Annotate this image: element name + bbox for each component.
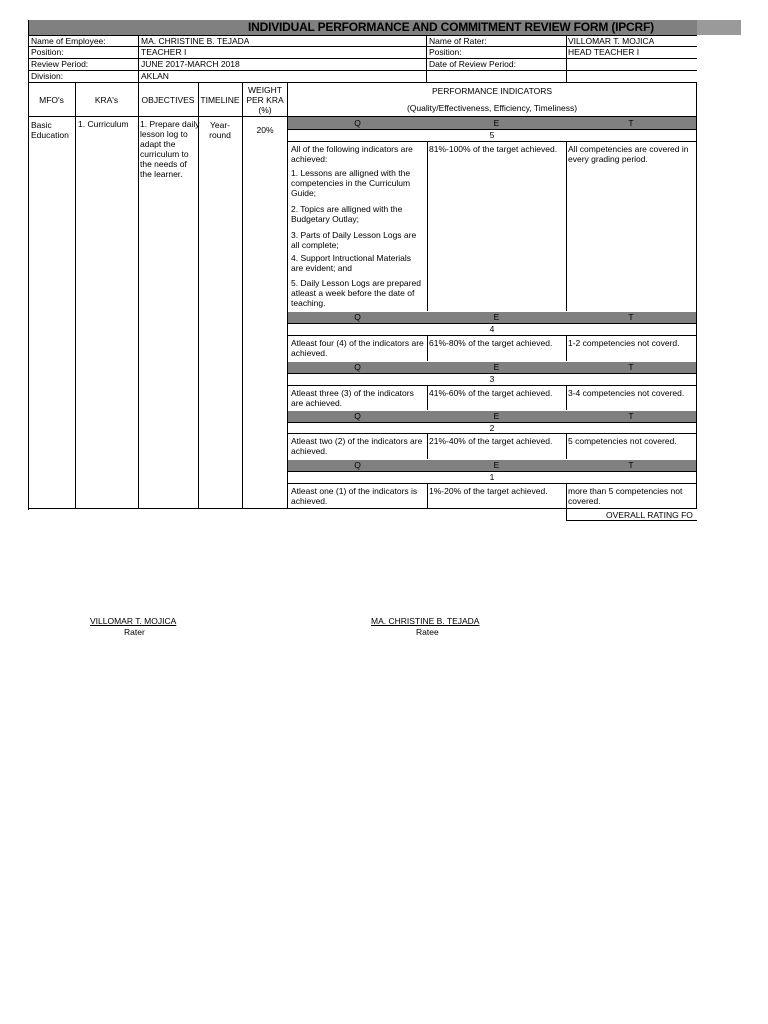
rater-name-value: VILLOMAR T. MOJICA xyxy=(568,36,655,46)
e-3: 41%-60% of the target achieved. xyxy=(429,388,553,398)
col-kras: KRA's xyxy=(94,95,119,105)
rating-4: 4 xyxy=(489,324,495,334)
t-label: T xyxy=(628,312,634,322)
t-5: All competencies are covered in every grading period. xyxy=(568,144,689,164)
q-label: Q xyxy=(354,411,361,421)
q-label: Q xyxy=(354,362,361,372)
division-label: Division: xyxy=(31,71,64,81)
review-period-value: JUNE 2017-MARCH 2018 xyxy=(141,59,240,69)
rater-signature-role: Rater xyxy=(124,627,145,637)
rater-position-value: HEAD TEACHER I xyxy=(568,47,640,57)
q-2: Atleast two (2) of the indicators are achieved. xyxy=(291,436,423,456)
e-label: E xyxy=(493,362,500,372)
rating-1: 1 xyxy=(489,472,495,482)
col-pi-title: PERFORMANCE INDICATORS xyxy=(431,86,553,96)
position-label: Position: xyxy=(31,47,64,57)
overall-rating-label: OVERALL RATING FO xyxy=(606,510,693,520)
rating-5: 5 xyxy=(489,130,495,140)
timeline-value: Year-round xyxy=(209,120,231,140)
q-5-line-2: 2. Topics are alligned with the Budgetary Outlay; xyxy=(291,204,403,224)
e-label: E xyxy=(493,460,500,470)
employee-name-value: MA. CHRISTINE B. TEJADA xyxy=(141,36,250,46)
t-1: more than 5 competencies not covered. xyxy=(568,486,683,506)
e-2: 21%-40% of the target achieved. xyxy=(429,436,553,446)
q-3: Atleast three (3) of the indicators are achieved. xyxy=(291,388,414,408)
q-5-line-1: 1. Lessons are alligned with the competencies in the Curriculum Guide; xyxy=(291,168,411,198)
q-1: Atleast one (1) of the indicators is achieved. xyxy=(291,486,418,506)
rater-name-label: Name of Rater: xyxy=(429,36,487,46)
t-label: T xyxy=(628,362,634,372)
e-label: E xyxy=(493,312,500,322)
q-label: Q xyxy=(354,118,361,128)
t-label: T xyxy=(628,460,634,470)
t-label: T xyxy=(628,118,634,128)
division-value: AKLAN xyxy=(141,71,169,81)
e-1: 1%-20% of the target achieved. xyxy=(429,486,548,496)
objective-value: 1. Prepare daily lesson log to adapt the curriculum to the needs of the learner. xyxy=(140,119,200,179)
review-period-label: Review Period: xyxy=(31,59,89,69)
q-5-line-3: 3. Parts of Daily Lesson Logs are all complete; xyxy=(291,230,417,250)
t-4: 1-2 competencies not coverd. xyxy=(568,338,680,348)
q-5-line-4: 4. Support Intructional Materials are evident; and xyxy=(291,253,412,273)
rating-2: 2 xyxy=(489,423,495,433)
form-title: INDIVIDUAL PERFORMANCE AND COMMITMENT REVIEW FORM (IPCRF) xyxy=(248,20,654,34)
weight-value: 20% xyxy=(256,125,274,135)
t-2: 5 competencies not covered. xyxy=(568,436,677,446)
col-timeline: TIMELINE xyxy=(200,95,240,105)
e-label: E xyxy=(493,118,500,128)
t-3: 3-4 competencies not covered. xyxy=(568,388,685,398)
ratee-signature-name: MA. CHRISTINE B. TEJADA xyxy=(371,616,480,626)
q-label: Q xyxy=(354,460,361,470)
employee-name-label: Name of Employee: xyxy=(31,36,106,46)
q-5-line-5: 5. Daily Lesson Logs are prepared atleast a week before the date of teaching. xyxy=(291,278,421,308)
rating-3: 3 xyxy=(489,374,495,384)
rater-signature-name: VILLOMAR T. MOJICA xyxy=(90,616,177,626)
e-label: E xyxy=(493,411,500,421)
mfo-value: Basic Education xyxy=(31,120,69,140)
kra-value: 1. Curriculum xyxy=(78,119,129,129)
rater-position-label: Position: xyxy=(429,47,462,57)
col-weight: WEIGHT PER KRA (%) xyxy=(246,85,284,115)
col-objectives: OBJECTIVES xyxy=(141,95,195,105)
e-4: 61%-80% of the target achieved. xyxy=(429,338,553,348)
q-5-line-0: All of the following indicators are achieved: xyxy=(291,144,413,164)
e-5: 81%-100% of the target achieved. xyxy=(429,144,558,154)
position-value: TEACHER I xyxy=(141,47,187,57)
q-4: Atleast four (4) of the indicators are achieved. xyxy=(291,338,424,358)
col-pi-subtitle: (Quality/Effectiveness, Efficiency, Timeliness) xyxy=(406,103,578,113)
date-review-label: Date of Review Period: xyxy=(429,59,516,69)
col-mfos: MFO's xyxy=(39,95,64,105)
t-label: T xyxy=(628,411,634,421)
title-bar-extension xyxy=(697,20,741,35)
ratee-signature-role: Ratee xyxy=(416,627,439,637)
q-label: Q xyxy=(354,312,361,322)
